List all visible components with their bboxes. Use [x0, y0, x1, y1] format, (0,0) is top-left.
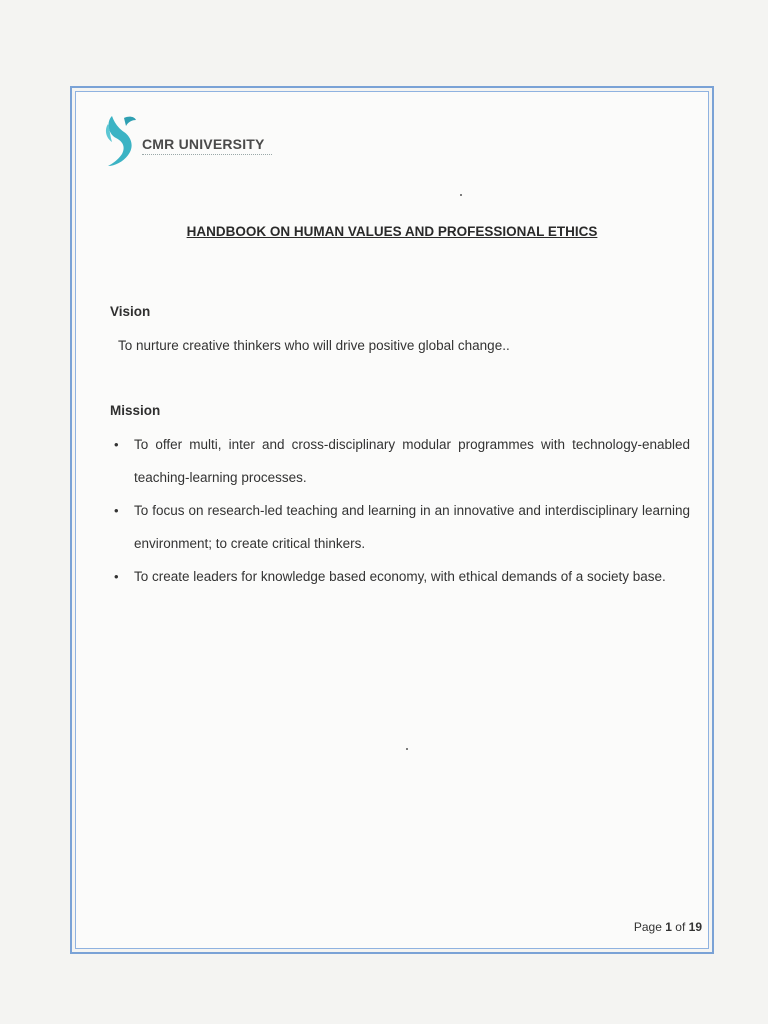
mission-item [110, 560, 690, 593]
bullet-icon: • [114, 569, 119, 584]
mission-list [110, 428, 690, 593]
scan-speck [460, 194, 462, 196]
vision-heading: Vision [110, 304, 151, 319]
page-current: 1 [665, 920, 672, 934]
mission-item-text: To focus on research-led teaching and learning in an innovative and interdisciplinary learning environment; to create critical thinkers. [134, 503, 690, 551]
page-border-frame [70, 86, 714, 954]
page-total: 19 [688, 920, 702, 934]
logo-tagline-line [142, 154, 272, 158]
page-label: Page [633, 920, 662, 934]
page-content-area [75, 91, 709, 949]
mission-heading: Mission [110, 403, 161, 418]
mission-item-text: To offer multi, inter and cross-disciplinary modular programmes with technology-enabled teaching-learning processes. [134, 437, 690, 485]
university-name: CMR UNIVERSITY [142, 136, 265, 152]
page-of: of [675, 920, 686, 934]
vision-text: To nurture creative thinkers who will drive positive global change.. [118, 338, 510, 353]
mission-item-text: To create leaders for knowledge based economy, with ethical demands of a society base. [134, 569, 666, 584]
bullet-icon: • [114, 437, 119, 452]
mission-item [110, 494, 690, 560]
scan-speck [406, 748, 408, 750]
bullet-icon: • [114, 503, 119, 518]
document-title: HANDBOOK ON HUMAN VALUES AND PROFESSIONAL ETHICS [186, 224, 598, 239]
swan-logo-icon [104, 112, 140, 168]
mission-item [110, 428, 690, 494]
page-number [634, 920, 702, 934]
university-logo [104, 112, 304, 172]
